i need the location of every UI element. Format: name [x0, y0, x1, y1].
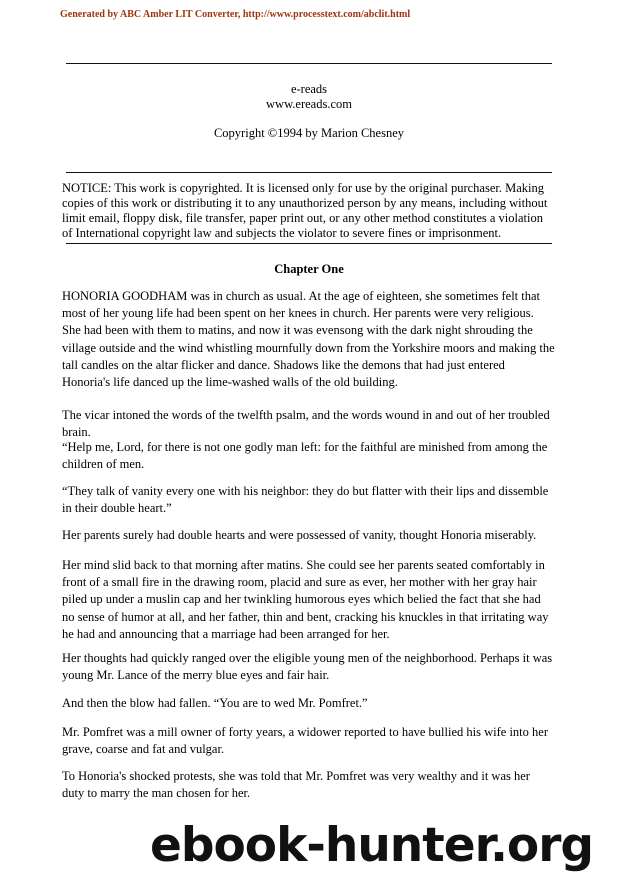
- paragraph: Mr. Pomfret was a mill owner of forty years, a widower reported to have bullied his wife into her grave, coarse and fat and vulgar.: [62, 725, 548, 757]
- paragraph: And then the blow had fallen. “You are to wed Mr. Pomfret.”: [62, 696, 368, 710]
- paragraph: The vicar intoned the words of the twelfth psalm, and the words wound in and out of her troubled brain.: [62, 408, 550, 440]
- publisher-name: e-reads: [290, 82, 328, 96]
- copyright-notice: NOTICE: This work is copyrighted. It is licensed only for use by the original purchaser. Making copies of this work or distributing it to any unauthorized person by any means, including without limit email, floppy disk, file transfer, paper print out, or any other method constitutes a violation of International copyright law and subjects the violator to severe fines or imprisonment.: [62, 181, 548, 240]
- copyright-line: Copyright ©1994 by Marion Chesney: [213, 126, 405, 140]
- top-divider: [66, 63, 552, 64]
- notice-top-divider: [66, 172, 552, 173]
- paragraph: Her parents surely had double hearts and were possessed of vanity, thought Honoria miserably.: [62, 528, 537, 542]
- generator-link[interactable]: Generated by ABC Amber LIT Converter, http://www.processtext.com/abclit.html: [60, 9, 411, 20]
- paragraph: “They talk of vanity every one with his neighbor: they do but flatter with their lips and dissemble in their double heart.”: [62, 484, 549, 516]
- notice-bottom-divider: [66, 243, 552, 244]
- paragraph: HONORIA GOODHAM was in church as usual. At the age of eighteen, she sometimes felt that most of her young life had been spent on her knees in church. Her parents were very religious. She had been with them to matins, and now it was evensong with the dark night shrouding the village outside and the wind whistling mournfully down from the Yorkshire moors and making the tall candles on the altar flicker and dance. Shadows like the demons that had just entered Honoria's life danced up the lime-washed walls of the old building.: [62, 289, 555, 390]
- paragraph: To Honoria's shocked protests, she was told that Mr. Pomfret was very wealthy and it was her duty to marry the man chosen for her.: [62, 769, 530, 801]
- paragraph: Her mind slid back to that morning after matins. She could see her parents seated comfortably in front of a small fire in the drawing room, placid and sure as ever, her mother with her gray hair piled up under a muslin cap and her twinkling humorous eyes which belied the fact that she had no sense of humor at all, and her father, thin and bent, cracking his knuckles in that irritating way he had and announcing that a marriage had been arranged for her.: [62, 558, 549, 641]
- paragraph: “Help me, Lord, for there is not one godly man left: for the faithful are minished from among the children of men.: [62, 440, 548, 472]
- watermark: ebook-hunter.org: [150, 818, 594, 873]
- chapter-title: Chapter One: [274, 262, 344, 276]
- publisher-url: www.ereads.com: [266, 97, 352, 111]
- paragraph: Her thoughts had quickly ranged over the eligible young men of the neighborhood. Perhaps it was young Mr. Lance of the merry blue eyes and fair hair.: [62, 651, 553, 683]
